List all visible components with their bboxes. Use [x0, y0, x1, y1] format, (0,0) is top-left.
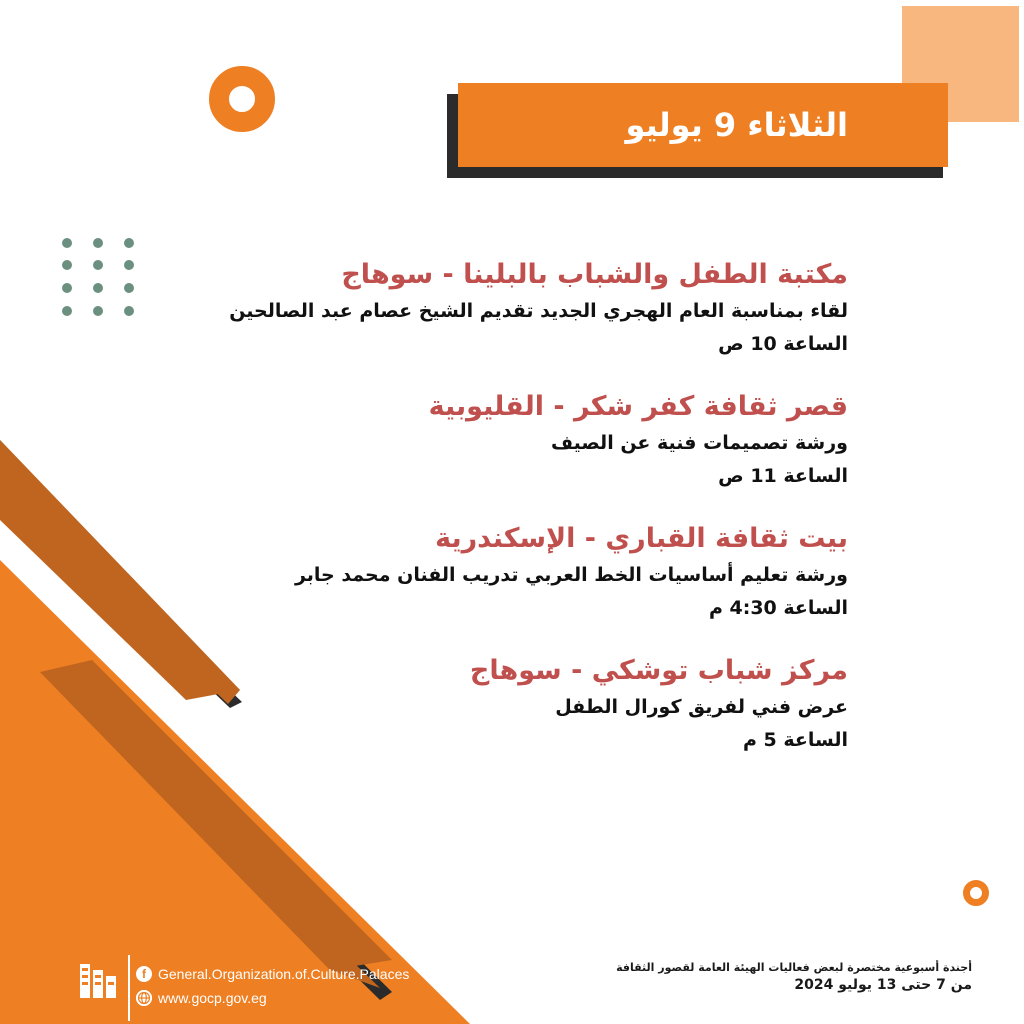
- event-item: [208, 651, 848, 757]
- event-venue: مركز شباب توشكي - سوهاج: [469, 655, 848, 686]
- facebook-link[interactable]: [136, 962, 409, 986]
- decor-dot-grid: [60, 236, 140, 318]
- agenda-dates: من 7 حتى 13 يوليو 2024: [794, 977, 972, 993]
- gocp-logo-icon: [76, 958, 120, 1004]
- event-venue: قصر ثقافة كفر شكر - القليوبية: [428, 391, 848, 422]
- globe-icon: [136, 990, 152, 1006]
- social-links: [136, 962, 409, 1010]
- website-link[interactable]: [136, 986, 409, 1010]
- event-time: الساعة 4:30 م: [708, 597, 848, 619]
- footer-divider: [128, 955, 130, 1021]
- event-description: ورشة تصميمات فنية عن الصيف: [550, 432, 848, 454]
- decor-ring-icon: [209, 66, 275, 132]
- event-time: الساعة 11 ص: [718, 465, 848, 487]
- event-item: [208, 387, 848, 493]
- event-description: ورشة تعليم أساسيات الخط العربي تدريب الفنان محمد جابر: [294, 564, 848, 586]
- facebook-label: General.Organization.of.Culture.Palaces: [158, 966, 410, 982]
- website-label: www.gocp.gov.eg: [158, 990, 267, 1006]
- agenda-title: أجندة أسبوعية مختصرة لبعض فعاليات الهيئة العامة لقصور الثقافة: [616, 961, 972, 974]
- date-banner: [458, 83, 948, 167]
- event-venue: بيت ثقافة القباري - الإسكندرية: [435, 523, 848, 554]
- agenda-caption: [612, 960, 972, 994]
- event-time: الساعة 10 ص: [718, 333, 848, 355]
- event-time: الساعة 5 م: [742, 729, 848, 751]
- page-title: الثلاثاء 9 يوليو: [625, 106, 848, 144]
- event-description: لقاء بمناسبة العام الهجري الجديد تقديم الشيخ عصام عبد الصالحين: [229, 300, 848, 322]
- events-list: [208, 255, 848, 783]
- event-venue: مكتبة الطفل والشباب بالبلينا - سوهاج: [341, 259, 848, 290]
- event-description: عرض فني لفريق كورال الطفل: [555, 696, 848, 718]
- event-item: [208, 255, 848, 361]
- facebook-icon: f: [136, 966, 152, 982]
- decor-ring-small-icon: [963, 880, 989, 906]
- event-item: [208, 519, 848, 625]
